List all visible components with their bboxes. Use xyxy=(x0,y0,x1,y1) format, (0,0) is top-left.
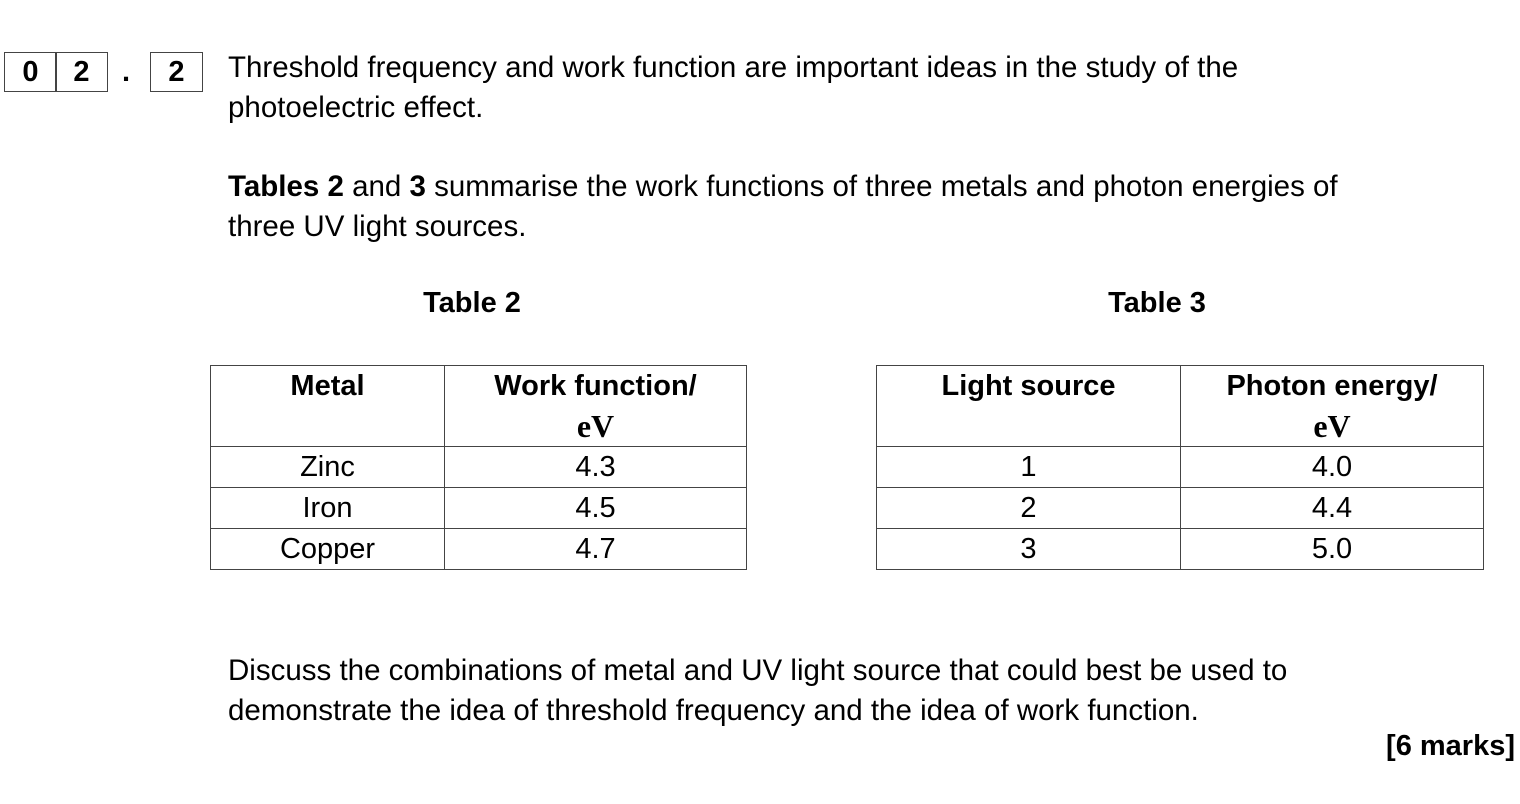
cell-work-function: 4.7 xyxy=(445,529,747,570)
table-2-header-work-function xyxy=(445,366,747,447)
intro-line-2: photoelectric effect. xyxy=(228,91,484,124)
text: summarise the work functions of three metals and photon energies of xyxy=(425,170,1338,203)
question-paragraph xyxy=(228,651,1287,731)
marks-label: [6 marks] xyxy=(1386,730,1515,762)
tables-intro-line-1 xyxy=(228,167,1338,207)
table-2-title: Table 2 xyxy=(423,287,521,319)
table-3-title: Table 3 xyxy=(1108,287,1206,319)
header-unit: eV xyxy=(1313,408,1351,444)
intro-line-1: Threshold frequency and work function are important ideas in the study of the xyxy=(228,51,1239,84)
cell-photon-energy: 4.0 xyxy=(1181,447,1484,488)
table-row xyxy=(211,488,747,529)
question-number-digit-1: 0 xyxy=(4,52,57,92)
text: and xyxy=(343,170,410,203)
cell-photon-energy: 4.4 xyxy=(1181,488,1484,529)
cell-metal: Copper xyxy=(211,529,445,570)
question-number-digit-2: 2 xyxy=(55,52,108,92)
table-row xyxy=(877,447,1484,488)
header-unit: eV xyxy=(576,408,615,444)
table-2 xyxy=(210,365,747,570)
tables-intro-line-2: three UV light sources. xyxy=(228,210,527,243)
table-ref-bold: 3 xyxy=(409,170,426,203)
question-number-separator: . xyxy=(122,56,131,88)
cell-light-source: 2 xyxy=(877,488,1181,529)
cell-work-function: 4.5 xyxy=(445,488,747,529)
table-3-header-light-source: Light source xyxy=(877,366,1181,447)
table-row xyxy=(211,529,747,570)
intro-paragraph xyxy=(228,48,1238,128)
table-row xyxy=(211,447,747,488)
cell-photon-energy: 5.0 xyxy=(1181,529,1484,570)
cell-metal: Zinc xyxy=(211,447,445,488)
table-row xyxy=(877,529,1484,570)
question-part-number: 2 xyxy=(150,52,203,92)
table-3-header-photon-energy xyxy=(1181,366,1484,447)
cell-work-function: 4.3 xyxy=(445,447,747,488)
question-line-2: demonstrate the idea of threshold frequency and the idea of work function. xyxy=(228,694,1199,727)
tables-ref-bold: Tables 2 xyxy=(228,170,344,203)
header-label: Photon energy/ xyxy=(1226,370,1438,402)
tables-intro-paragraph xyxy=(228,167,1338,247)
cell-light-source: 3 xyxy=(877,529,1181,570)
header-label: Work function/ xyxy=(494,370,697,402)
table-3 xyxy=(876,365,1484,570)
question-line-1: Discuss the combinations of metal and UV light source that could best be used to xyxy=(228,654,1288,687)
table-row xyxy=(877,488,1484,529)
table-2-header-metal: Metal xyxy=(211,366,445,447)
cell-metal: Iron xyxy=(211,488,445,529)
cell-light-source: 1 xyxy=(877,447,1181,488)
